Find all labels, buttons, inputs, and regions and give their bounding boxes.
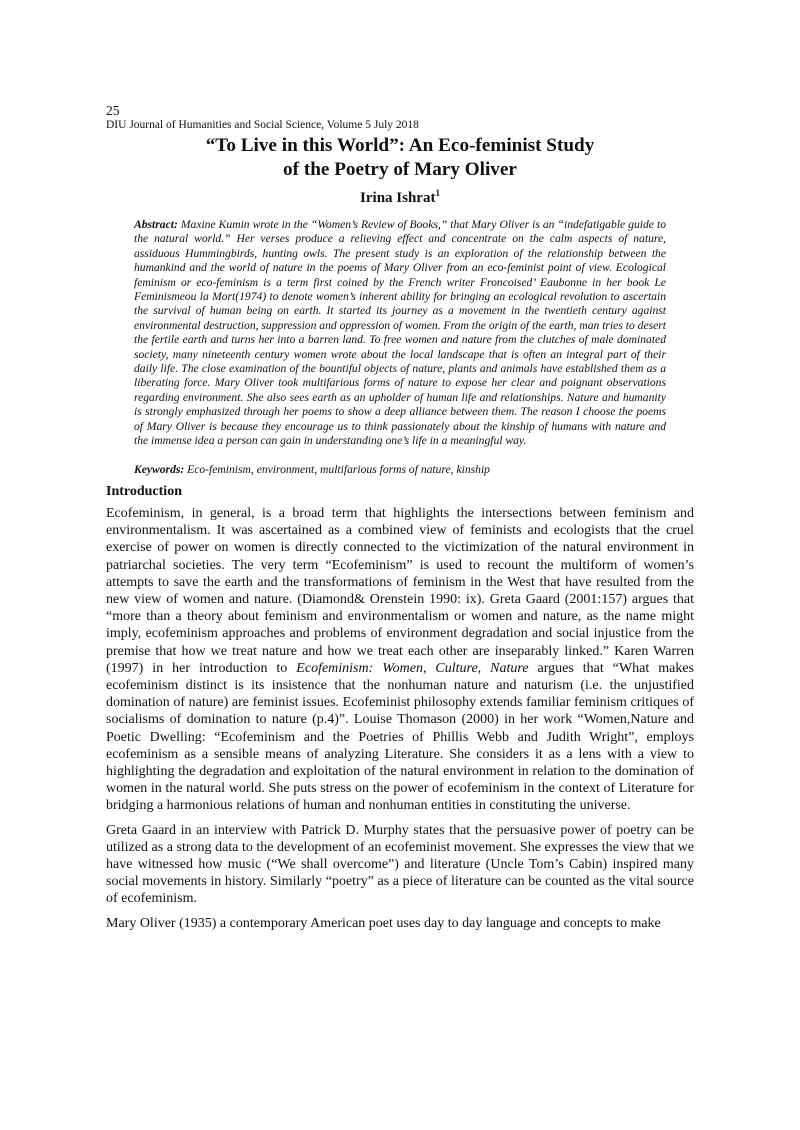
title-line-2: of the Poetry of Mary Oliver [283,159,517,180]
page [106,104,694,939]
abstract-label: Abstract: [134,218,178,231]
introduction-paragraph-2: Greta Gaard in an interview with Patrick D. Murphy states that the persuasive power of poetry can be utilized as a strong data to the development of an ecofeminist movement. She expresses the view that we have witnessed how music (“We shall overcome”) and literature (Uncle Tom’s Cabin) inspired many social movements in history. Similarly “poetry” as a piece of literature can be counted as the vital source of ecofeminism. [106,822,694,907]
title-line-1: “To Live in this World”: An Eco-feminist Study [205,135,595,156]
keywords-text: Eco-feminism, environment, multifarious forms of nature, kinship [187,462,490,476]
book-title-ecofeminism: Ecofeminism: Women, Culture, Nature [296,660,529,676]
page-number: 25 [106,103,120,118]
abstract [134,218,666,449]
keywords-label: Keywords: [134,462,185,476]
section-heading-introduction: Introduction [106,483,182,499]
introduction-paragraph-3: Mary Oliver (1935) a contemporary American poet uses day to day language and concepts to make [106,915,661,931]
author-label: Irina Ishrat [360,190,436,206]
author-name [106,188,694,208]
paragraph-1-text-a: Ecofeminism, in general, is a broad term that highlights the intersections between feminism and environmentalism. It was ascertained as a combined view of feminists and ecologists that the cruel exercise of power on women is directly connected to the victimization of the natural environment in patriarchal societies. The very term “Ecofeminism” is used to recount the multiform of women’s attempts to save the earth and the transformations of feminism in the West that have resulted from the new view of women and nature. (Diamond& Orenstein 1990: ix). Greta Gaard (2001:157) argues that “more than a theory about feminism and environmentalism or women and nature, as the name might imply, ecofeminism approaches and problems of environment degradation and social injustice from the premise that how we treat nature and how we treat each other are inseparably linked.” Karen Warren (1997) in her introduction to [106,505,694,676]
paragraph-1-text-b: argues that “What makes ecofeminism distinct is its insistence that the nonhuman nature and naturism (i.e. the unjustified domination of nature) are feminist issues. Ecofeminist philosophy extends familiar feminism critiques of socialisms of domination to nature (p.4)”. Louise Thomason (2000) in her work “Women,Nature and Poetic Dwelling: “Ecofeminism and the Poetries of Phillis Webb and Judith Wright”, employs ecofeminism as a sensible means of analyzing Literature. She considers it as a lens with a view to highlighting the degradation and exploitation of the natural environment in relation to the domination of women in the natural world. She puts stress on the power of ecofeminism in the context of Literature for bridging a harmonious relations of human and nonhuman entities in constituting the universe. [106,660,695,814]
journal-citation: DIU Journal of Humanities and Social Science, Volume 5 July 2018 [106,119,419,131]
author-footnote-mark: 1 [435,188,440,198]
introduction-paragraph-1 [106,505,694,815]
keywords [134,463,666,477]
article-title [106,134,694,182]
abstract-text: Maxine Kumin wrote in the “Women’s Review of Books,” that Mary Oliver is an “indefatigable guide to the natural world.” Her verses produce a relieving effect and concentrate on the calm aspects of nature, assiduous Hummingbirds, hunting owls. The present study is an exploration of the relationship between the humankind and the world of nature in the poems of Mary Oliver from an eco-feminist point of view. Ecological feminism or eco-feminism is a term first coined by the French writer Froncoised’ Eaubonne in her book Le Feminismeou la Mort(1974) to denote women’s inherent ability for bringing an ecological revolution to ascertain the survival of human being on earth. It started its journey as a movement in the twentieth century against environmental destruction, suppression and oppression of women. From the origin of the earth, man tries to desert the fertile earth and turns her into a barren land. To free women and nature from the clutches of male dominated society, many nineteenth century women wrote about the local landscape that is often an integral part of their daily life. The close examination of the bountiful objects of nature, plants and animals have established them as a liberating force. Mary Oliver took multifarious forms of nature to expose her clear and poignant observations regarding environment. She also sees earth as an upholder of human life and relationships. Nature and humanity is strongly emphasized through her poems to show a deep alliance between them. The reason I choose the poems of Mary Oliver is because they encourage us to think passionately about the kinship of humans with nature and the immense idea a person can gain in understanding one’s life in a meaningful way. [134,218,666,448]
